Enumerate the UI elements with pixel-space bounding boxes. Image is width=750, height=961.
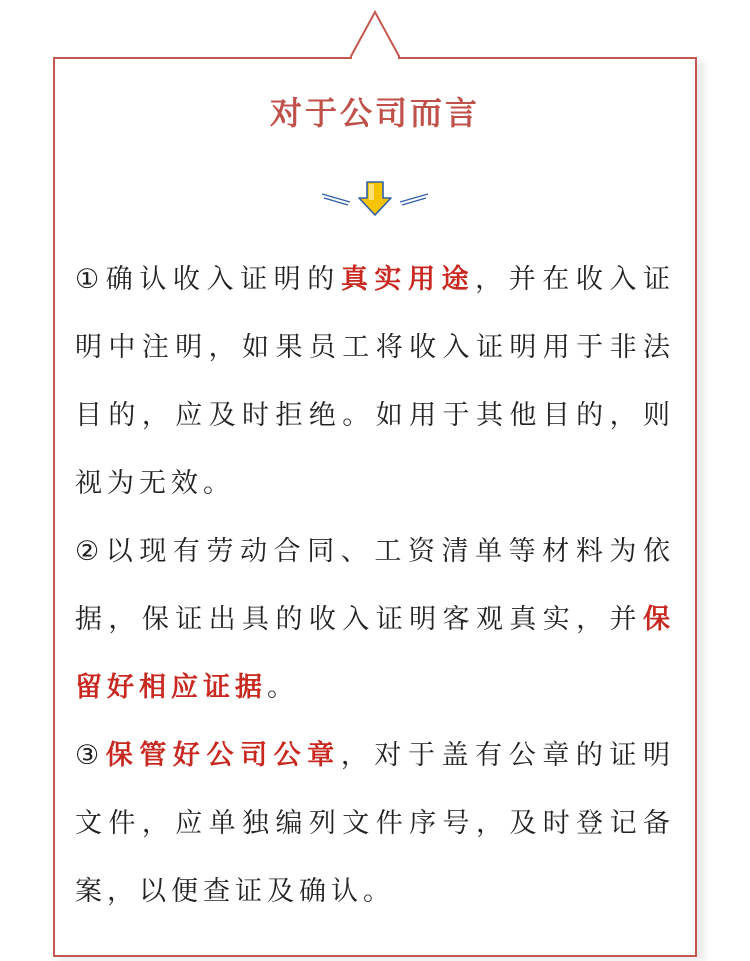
item-text: ，对于盖有公章的证明文件，应单独编列文件序号，及时登记备案，以便查证及确认。 [75, 740, 675, 907]
item-text: 确认收入证明的 [105, 264, 341, 295]
highlight-text: 保管好公司公章 [105, 740, 341, 771]
highlight-text: 真实用途 [340, 264, 476, 295]
item-text: 。 [267, 672, 299, 703]
item-text: ，并在收入证明中注明，如果员工将收入证明用于非法目的，应及时拒绝。如用于其他目的，则视为无效。 [75, 264, 676, 499]
list-item [75, 518, 675, 722]
highlight-text: 保留好相应证据 [75, 604, 675, 703]
item-text: 以现有劳动合同、工资清单等材料为依据，保证出具的收入证明客观真实，并 [75, 536, 675, 635]
item-marker: ③ [75, 740, 106, 771]
down-arrow-icon [318, 178, 432, 218]
list-item [75, 246, 675, 518]
body-text [75, 246, 675, 926]
card-notch [350, 10, 400, 59]
item-marker: ① [75, 264, 106, 295]
list-item [75, 722, 675, 926]
item-marker: ② [75, 536, 106, 567]
page-title: 对于公司而言 [269, 94, 480, 132]
